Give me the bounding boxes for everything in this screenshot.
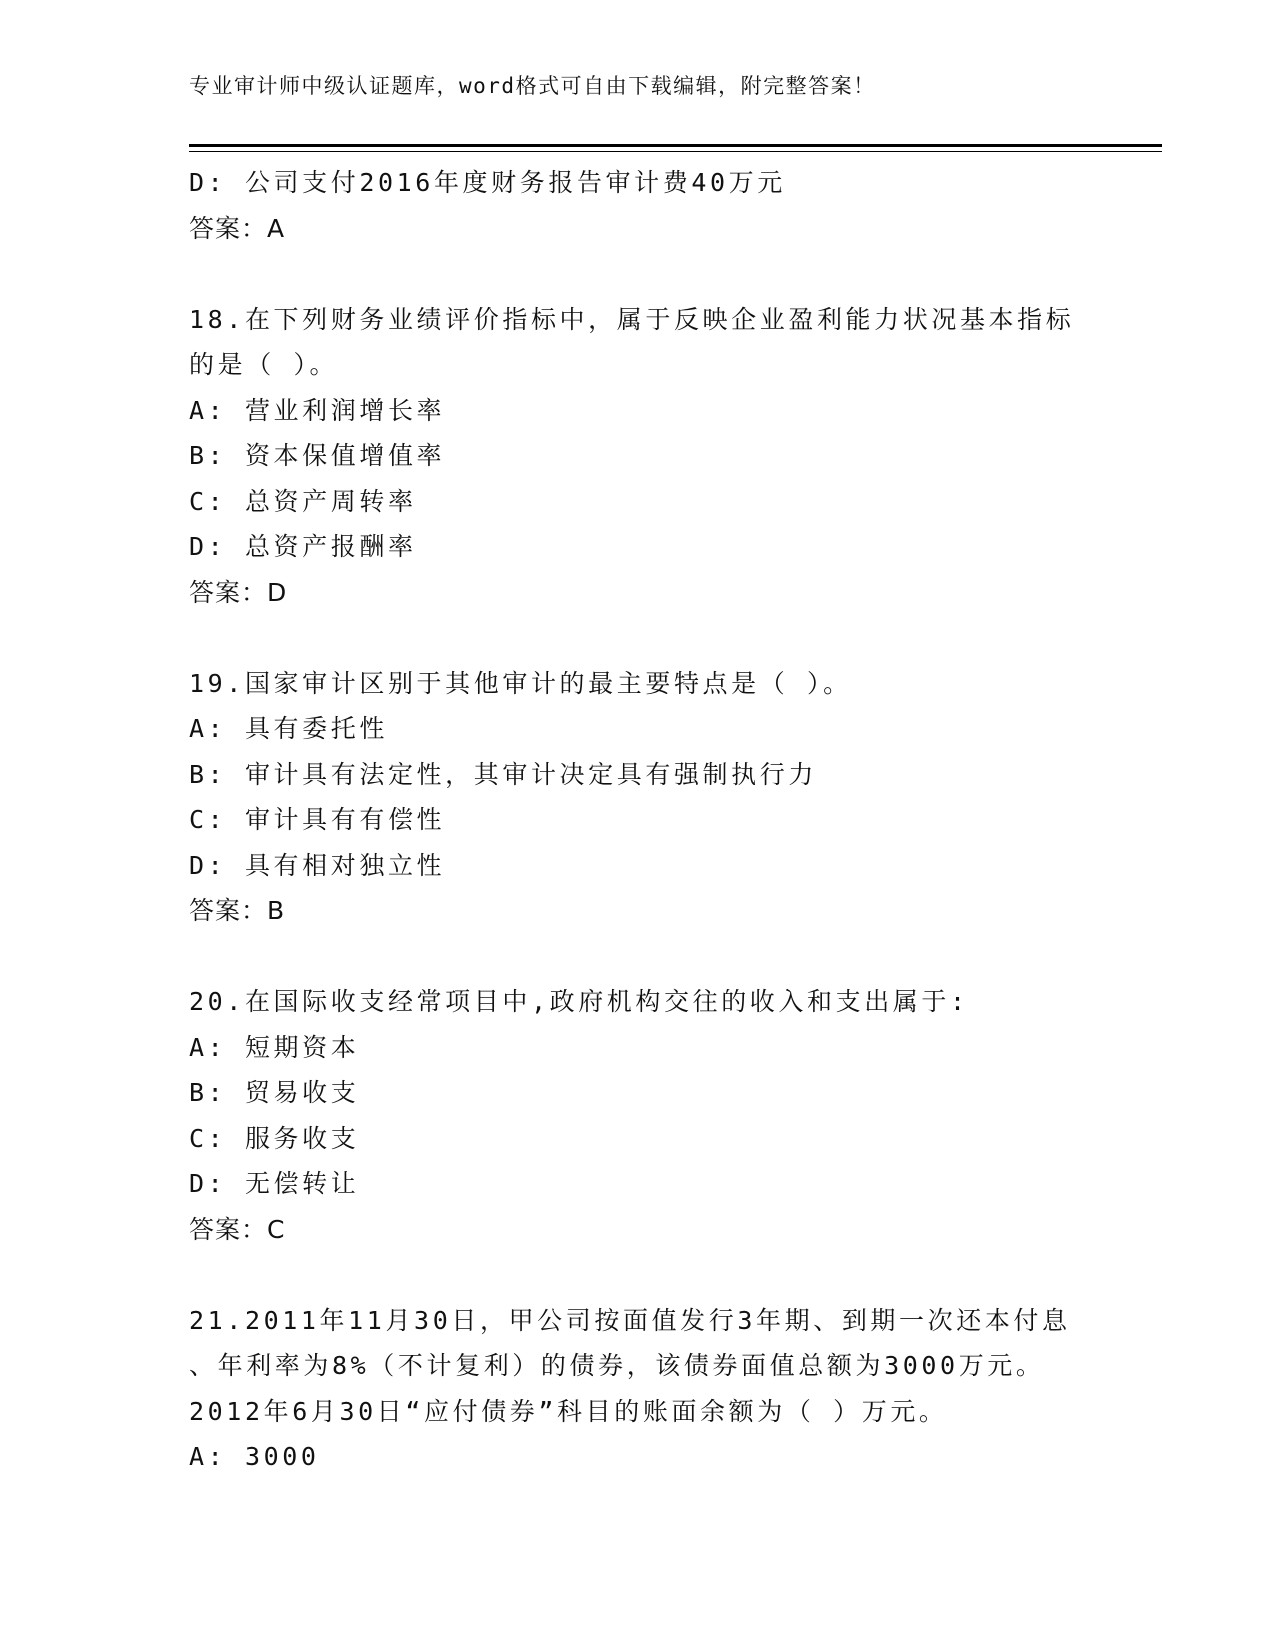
question-text: 2012年6月30日“应付债券”科目的账面余额为（ ）万元。 — [189, 1396, 948, 1426]
option-line: D: 具有相对独立性 — [189, 850, 446, 880]
spacer — [189, 1252, 1149, 1298]
option-line: C: 总资产周转率 — [189, 486, 417, 516]
answer-line: 答案：D — [189, 577, 288, 607]
question-text: 21.2011年11月30日，甲公司按面值发行3年期、到期一次还本付息 — [189, 1305, 1071, 1335]
answer-line: 答案：B — [189, 896, 286, 925]
option-line: B: 贸易收支 — [189, 1078, 360, 1107]
question-21 — [189, 1298, 1149, 1480]
question-text: 20.在国际收支经常项目中,政府机构交往的收入和支出属于: — [189, 987, 969, 1016]
spacer — [189, 251, 1149, 297]
option-line: A: 短期资本 — [189, 1032, 360, 1062]
option-line: D: 无偿转让 — [189, 1169, 360, 1198]
option-line: A: 3000 — [189, 1442, 320, 1471]
question-text: 18.在下列财务业绩评价指标中，属于反映企业盈利能力状况基本指标 — [189, 304, 1075, 334]
header-rule-thin — [189, 151, 1162, 152]
option-line: B: 资本保值增值率 — [189, 441, 446, 470]
header-rule-thick — [189, 144, 1162, 147]
question-list — [189, 160, 1149, 1480]
spacer — [189, 615, 1149, 661]
option-line: A: 营业利润增长率 — [189, 395, 446, 425]
option-line: B: 审计具有法定性，其审计决定具有强制执行力 — [189, 759, 817, 789]
answer-line: 答案：C — [189, 1214, 286, 1244]
question-text: 、年利率为8%（不计复利）的债券，该债券面值总额为3000万元。 — [189, 1351, 1045, 1380]
question-text: 19.国家审计区别于其他审计的最主要特点是（ ）。 — [189, 668, 852, 698]
spacer — [189, 934, 1149, 980]
question-18 — [189, 297, 1149, 616]
option-line: C: 服务收支 — [189, 1123, 360, 1153]
option-line: D: 公司支付2016年度财务报告审计费40万元 — [189, 168, 786, 197]
question-text: 的是（ ）。 — [189, 350, 339, 379]
option-line: A: 具有委托性 — [189, 714, 388, 743]
answer-line: 答案：A — [189, 213, 286, 243]
option-line: C: 审计具有有偿性 — [189, 805, 446, 834]
option-line: D: 总资产报酬率 — [189, 532, 417, 561]
page-header: 专业审计师中级认证题库，word格式可自由下载编辑，附完整答案！ — [189, 74, 876, 98]
question-20 — [189, 979, 1149, 1252]
question-19 — [189, 661, 1149, 934]
